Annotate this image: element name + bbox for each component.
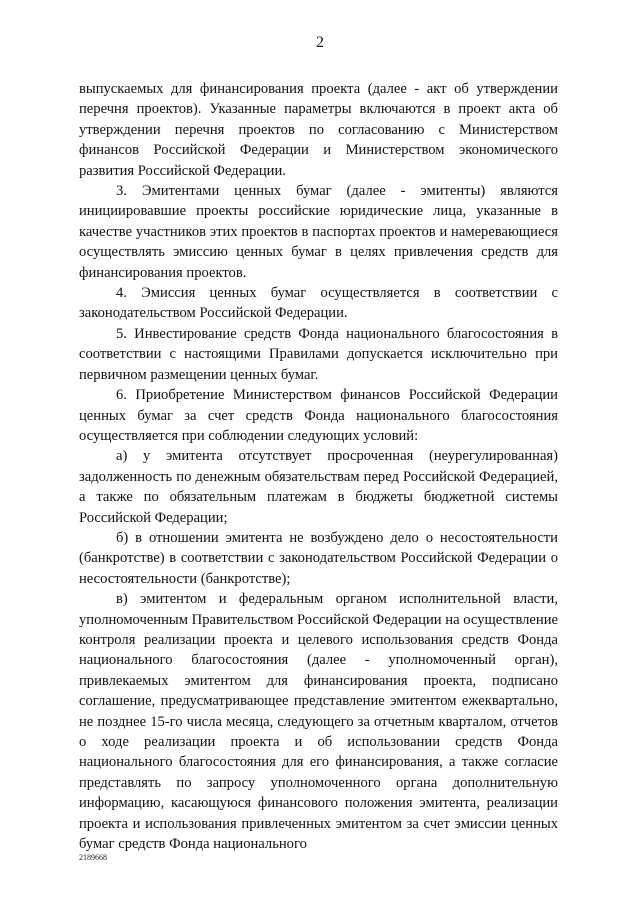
paragraph-continuation: выпускаемых для финансирования проекта (далее - акт об утверждении перечня проектов). Указанные параметры включаются в проект акта об утверждении перечня проектов по согласованию с Министерством финансов Российской Федерации и Министерством экономического развития Российской Федерации.: [79, 81, 558, 179]
paragraph-item-5: 5. Инвестирование средств Фонда национального благосостояния в соответствии с настоящими Правилами допускается исключительно при первичном размещении ценных бумаг.: [79, 325, 558, 383]
paragraph-item-3: 3. Эмитентами ценных бумаг (далее - эмитенты) являются инициировавшие проекты российские юридические лица, указанные в качестве участников этих проектов в паспортах проектов и намеревающиеся осуществлять эмиссию ценных бумаг в целях привлечения средств для финансирования проектов.: [79, 183, 558, 281]
subparagraph-v: в) эмитентом и федеральным органом исполнительной власти, уполномоченным Правительством Российской Федерации на осуществление контроля реализации проекта и целевого использования средств Фонда национального благосостояния (далее - уполномоченный орган), привлекаемых эмитентом для финансирования проекта, подписано соглашение, предусматривающее представление эмитентом ежеквартально, не позднее 15-го числа месяца, следующего за отчетным кварталом, отчетов о ходе реализации проекта и об использовании средств Фонда национального благосостояния для его финансирования, а также согласие представлять по запросу уполномоченного органа дополнительную информацию, касающуюся финансового положения эмитента, реализации проекта и использования привлеченных эмитентом за счет эмиссии ценных бумаг средств Фонда национального: [79, 591, 558, 853]
document-footer-id: 2189668: [79, 853, 107, 862]
paragraph-item-6: 6. Приобретение Министерством финансов Российской Федерации ценных бумаг за счет средств Фонда национального благосостояния осуществляется при соблюдении следующих условий:: [79, 387, 558, 444]
subparagraph-b: б) в отношении эмитента не возбуждено дело о несостоятельности (банкротстве) в соответствии с законодательством Российской Федерации о несостоятельности (банкротстве);: [79, 529, 558, 587]
document-body: [79, 79, 558, 854]
subparagraph-a: а) у эмитента отсутствует просроченная (неурегулированная) задолженность по денежным обязательствам перед Российской Федерацией, а также по обязательным платежам в бюджеты бюджетной системы Российской Федерации;: [79, 448, 558, 526]
page-number: 2: [316, 34, 324, 51]
paragraph-item-4: 4. Эмиссия ценных бумаг осуществляется в соответствии с законодательством Российской Федерации.: [79, 285, 558, 322]
